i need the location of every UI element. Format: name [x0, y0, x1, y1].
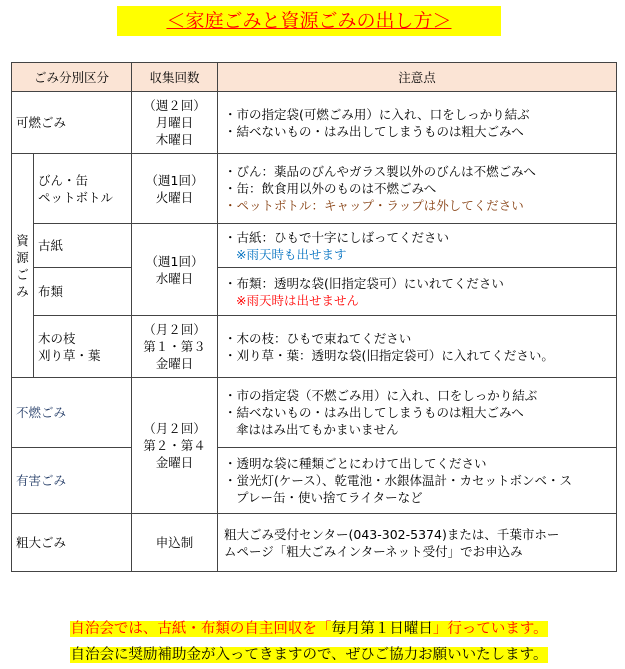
table-header-row: [12, 63, 617, 92]
category-branches: 木の枝 刈り草・葉: [34, 316, 132, 378]
notes-hazardous: ・透明な袋に種類ごとにわけて出してください ・蛍光灯(ケース）、乾電池・水銀体温計・カセットボンベ・ス プレー缶・使い捨てライターなど: [218, 448, 617, 514]
freq-nonburnable-hazardous: （月２回） 第２・第４ 金曜日: [132, 378, 218, 514]
notes-nonburnable: ・市の指定袋（不燃ごみ用）に入れ、口をしっかり結ぶ ・結べないもの・はみ出してしまうものは粗大ごみへ 傘ははみ出てもかまいません: [218, 378, 617, 448]
category-bottles: びん・缶 ペットボトル: [34, 154, 132, 224]
notes-branches: ・木の枝：ひもで束ねてください ・刈り草・葉：透明な袋(旧指定袋可）に入れてください。: [218, 316, 617, 378]
footer-notice: [24, 616, 594, 668]
freq-branches: （月２回） 第１・第３ 金曜日: [132, 316, 218, 378]
table-row: [12, 316, 617, 378]
notes-bulky: 粗大ごみ受付センター(043-302-5374)または、千葉市ホー ムページ「粗大ごみインターネット受付」でお申込み: [218, 514, 617, 572]
header-category: ごみ分別区分: [12, 63, 132, 92]
category-paper: 古紙: [34, 224, 132, 268]
category-cloth: 布類: [34, 268, 132, 316]
footer-line-1: 自治会では、古紙・布類の自主回収を「毎月第１日曜日」行っています。: [70, 621, 548, 637]
freq-bottles: （週1回） 火曜日: [132, 154, 218, 224]
table-row: [12, 448, 617, 514]
category-bulky: 粗大ごみ: [12, 514, 132, 572]
notes-cloth: ・布類：透明な袋(旧指定袋可）にいれてください ※雨天時は出せません: [218, 268, 617, 316]
category-hazardous: 有害ごみ: [12, 448, 132, 514]
freq-burnable: （週２回） 月曜日 木曜日: [132, 92, 218, 154]
freq-bulky: 申込制: [132, 514, 218, 572]
garbage-schedule-table: [11, 62, 617, 572]
notes-bottles: ・びん：薬品のびんやガラス製以外のびんは不燃ごみへ ・缶：飲食用以外のものは不燃ごみへ ・ペットボトル：キャップ・ラップは外してください: [218, 154, 617, 224]
table-row: [12, 224, 617, 268]
table-row: [12, 92, 617, 154]
freq-paper-cloth: （週1回） 水曜日: [132, 224, 218, 316]
notes-paper: ・古紙：ひもで十字にしばってください ※雨天時も出せます: [218, 224, 617, 268]
header-notes: 注意点: [218, 63, 617, 92]
notes-burnable: ・市の指定袋(可燃ごみ用）に入れ、口をしっかり結ぶ ・結べないもの・はみ出してしまうものは粗大ごみへ: [218, 92, 617, 154]
category-burnable: 可燃ごみ: [12, 92, 132, 154]
page-title: ＜家庭ごみと資源ごみの出し方＞: [117, 6, 501, 36]
header-frequency: 収集回数: [132, 63, 218, 92]
category-resource-label: 資 源 ご み: [12, 154, 34, 378]
table-row: [12, 514, 617, 572]
table-row: [12, 154, 617, 224]
footer-line-2: 自治会に奨励補助金が入ってきますので、ぜひご協力お願いいたします。: [70, 647, 548, 663]
category-nonburnable: 不燃ごみ: [12, 378, 132, 448]
table-row: [12, 378, 617, 448]
table-row: [12, 268, 617, 316]
